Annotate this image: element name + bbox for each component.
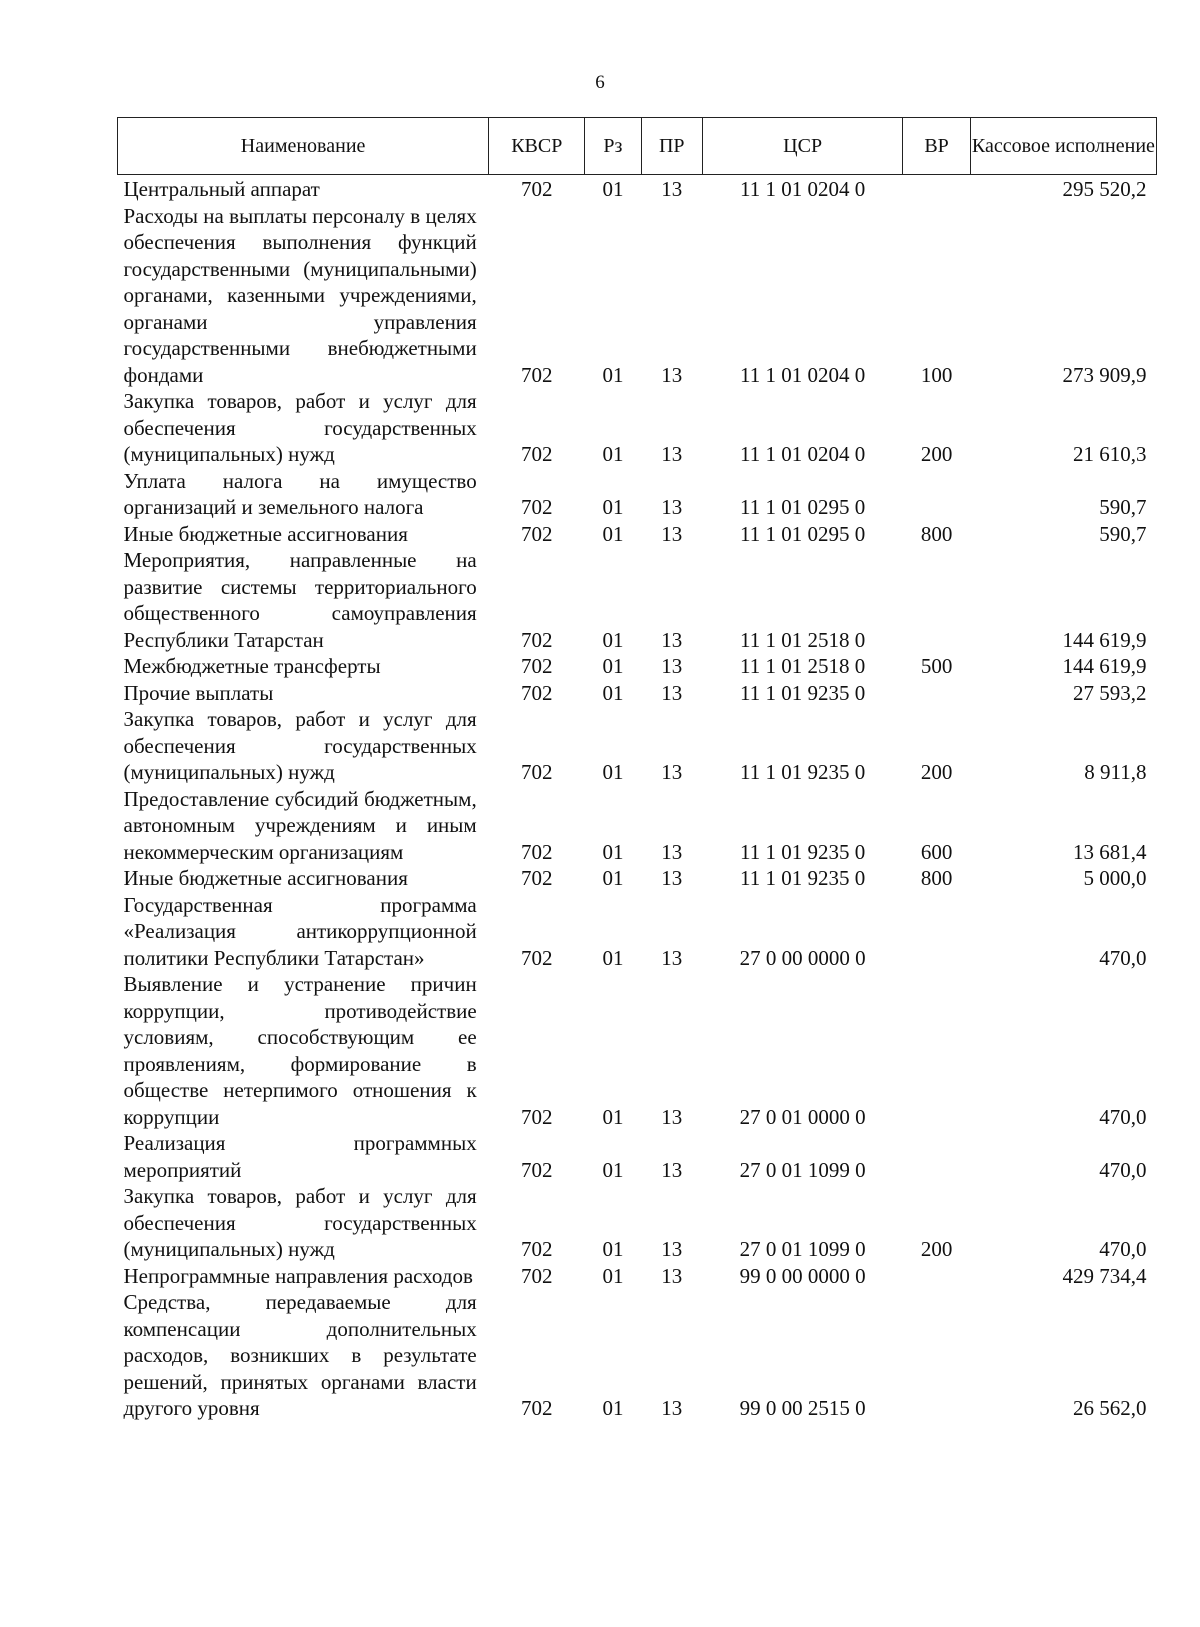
header-rz: Рз <box>585 118 641 175</box>
row-kvsr: 702 <box>521 839 553 864</box>
row-kvsr: 702 <box>521 177 553 201</box>
row-name: Центральный аппарат <box>123 177 320 201</box>
row-rz: 01 <box>602 866 624 890</box>
row-kvsr: 702 <box>521 627 553 652</box>
row-csr: 99 0 00 2515 0 <box>739 1396 866 1420</box>
table-row <box>118 892 1157 972</box>
row-vr: 200 <box>920 760 953 784</box>
header-kvsr: КВСР <box>489 118 585 175</box>
row-csr: 27 0 01 1099 0 <box>739 1157 866 1182</box>
row-rz: 01 <box>602 177 624 201</box>
table-body <box>118 175 1157 1422</box>
table-row <box>118 521 1157 548</box>
row-pr: 13 <box>661 627 683 652</box>
row-csr: 11 1 01 0295 0 <box>740 521 866 546</box>
table-row <box>118 653 1157 680</box>
row-pr: 13 <box>661 495 683 519</box>
row-amount: 144 619,9 <box>1062 627 1147 652</box>
row-vr <box>903 547 970 653</box>
header-pr: ПР <box>641 118 702 175</box>
row-vr: 800 <box>920 521 953 546</box>
table-row <box>118 468 1157 521</box>
page-number: 6 <box>595 72 605 93</box>
row-name: Иные бюджетные ассигнования <box>123 521 408 546</box>
row-rz: 01 <box>602 1263 624 1288</box>
row-kvsr: 702 <box>521 1263 553 1288</box>
header-vr: ВР <box>903 118 970 175</box>
row-rz: 01 <box>602 442 624 466</box>
row-pr: 13 <box>661 1104 683 1129</box>
row-amount: 590,7 <box>1099 495 1147 519</box>
header-csr: ЦСР <box>702 118 902 175</box>
row-amount: 470,0 <box>1099 1157 1147 1182</box>
row-rz: 01 <box>602 627 624 652</box>
row-pr: 13 <box>661 177 683 201</box>
row-csr: 11 1 01 0295 0 <box>740 495 866 519</box>
row-amount: 273 909,9 <box>1062 362 1147 387</box>
row-amount: 295 520,2 <box>1062 177 1147 201</box>
row-pr: 13 <box>661 1263 683 1288</box>
row-vr: 200 <box>920 1237 953 1261</box>
row-csr: 11 1 01 9235 0 <box>740 680 866 705</box>
row-amount: 8 911,8 <box>1084 760 1147 784</box>
row-kvsr: 702 <box>521 442 553 466</box>
row-vr <box>903 468 970 521</box>
row-name: Средства, передаваемые для компенсации дополнительных расходов, возникших в результате решений, принятых органами власти другого уровня <box>123 1290 477 1420</box>
row-amount: 470,0 <box>1099 945 1147 970</box>
table-header-row <box>118 118 1157 175</box>
row-kvsr: 702 <box>521 362 553 387</box>
row-pr: 13 <box>661 680 683 705</box>
row-csr: 11 1 01 0204 0 <box>740 177 866 201</box>
row-kvsr: 702 <box>521 866 553 890</box>
row-amount: 144 619,9 <box>1062 654 1147 678</box>
row-csr: 11 1 01 9235 0 <box>740 839 866 864</box>
table-row <box>118 971 1157 1130</box>
row-name: Государственная программа «Реализация антикоррупционной политики Республики Татарстан» <box>123 892 477 970</box>
row-amount: 470,0 <box>1099 1104 1147 1129</box>
header-amount: Кассовое исполнение <box>970 118 1156 175</box>
row-csr: 11 1 01 9235 0 <box>740 866 866 890</box>
row-csr: 11 1 01 2518 0 <box>740 654 866 678</box>
row-amount: 5 000,0 <box>1083 866 1147 890</box>
table-row <box>118 1130 1157 1183</box>
row-kvsr: 702 <box>521 680 553 705</box>
row-vr <box>903 680 970 707</box>
table-row <box>118 786 1157 866</box>
row-pr: 13 <box>661 839 683 864</box>
row-pr: 13 <box>661 1237 683 1261</box>
row-rz: 01 <box>602 1237 624 1261</box>
budget-table <box>117 117 1157 1422</box>
row-kvsr: 702 <box>521 495 553 519</box>
row-amount: 27 593,2 <box>1073 680 1147 705</box>
table-row <box>118 1289 1157 1422</box>
row-pr: 13 <box>661 1396 683 1420</box>
row-pr: 13 <box>661 521 683 546</box>
row-vr <box>903 1263 970 1290</box>
row-rz: 01 <box>602 1104 624 1129</box>
row-rz: 01 <box>602 495 624 519</box>
table-row <box>118 1183 1157 1263</box>
row-csr: 27 0 01 1099 0 <box>739 1237 866 1261</box>
row-kvsr: 702 <box>521 1237 553 1261</box>
budget-table-container <box>117 117 1157 1422</box>
row-kvsr: 702 <box>521 521 553 546</box>
row-csr: 11 1 01 0204 0 <box>740 362 866 387</box>
row-rz: 01 <box>602 945 624 970</box>
row-name: Уплата налога на имущество организаций и земельного налога <box>123 468 477 519</box>
row-name: Иные бюджетные ассигнования <box>123 866 408 890</box>
row-vr <box>903 175 970 203</box>
row-amount: 13 681,4 <box>1073 839 1147 864</box>
table-row <box>118 388 1157 468</box>
row-name: Закупка товаров, работ и услуг для обеспечения государственных (муниципальных) нужд <box>123 389 477 466</box>
table-row <box>118 680 1157 707</box>
row-amount: 590,7 <box>1099 521 1147 546</box>
row-csr: 11 1 01 0204 0 <box>740 442 866 466</box>
row-rz: 01 <box>602 839 624 864</box>
row-csr: 27 0 01 0000 0 <box>739 1104 866 1129</box>
row-amount: 21 610,3 <box>1073 442 1147 466</box>
row-name: Закупка товаров, работ и услуг для обеспечения государственных (муниципальных) нужд <box>123 1184 477 1261</box>
row-vr: 600 <box>920 839 953 864</box>
row-kvsr: 702 <box>521 1396 553 1420</box>
row-kvsr: 702 <box>521 1104 553 1129</box>
row-amount: 26 562,0 <box>1073 1396 1147 1420</box>
row-rz: 01 <box>602 521 624 546</box>
row-pr: 13 <box>661 362 683 387</box>
row-name: Предоставление субсидий бюджетным, автономным учреждениям и иным некоммерческим организациям <box>123 786 477 864</box>
row-kvsr: 702 <box>521 1157 553 1182</box>
row-rz: 01 <box>602 680 624 705</box>
row-csr: 11 1 01 9235 0 <box>740 760 866 784</box>
row-rz: 01 <box>602 654 624 678</box>
row-vr <box>903 1289 970 1422</box>
row-vr: 100 <box>920 362 953 387</box>
row-vr <box>903 892 970 972</box>
table-row <box>118 706 1157 786</box>
row-kvsr: 702 <box>521 760 553 784</box>
row-vr <box>903 971 970 1130</box>
row-name: Непрограммные направления расходов <box>123 1263 473 1288</box>
table-row <box>118 1263 1157 1290</box>
row-name: Межбюджетные трансферты <box>123 654 381 678</box>
row-vr: 500 <box>920 654 953 678</box>
row-csr: 27 0 00 0000 0 <box>739 945 866 970</box>
row-name: Расходы на выплаты персоналу в целях обеспечения выполнения функций государственными (муниципальными) органами, казенными учреждениями, органами управления государственными внебюджетными фондами <box>123 203 477 387</box>
row-rz: 01 <box>602 760 624 784</box>
row-rz: 01 <box>602 362 624 387</box>
row-pr: 13 <box>661 760 683 784</box>
row-name: Выявление и устранение причин коррупции, противодействие условиям, способствующим ее проявлениям, формирование в обществе нетерпимого отношения к коррупции <box>123 972 477 1129</box>
row-rz: 01 <box>602 1396 624 1420</box>
row-csr: 11 1 01 2518 0 <box>740 627 866 652</box>
row-rz: 01 <box>602 1157 624 1182</box>
row-pr: 13 <box>661 442 683 466</box>
row-name: Реализация программных мероприятий <box>123 1131 477 1182</box>
row-pr: 13 <box>661 945 683 970</box>
table-row <box>118 547 1157 653</box>
row-vr: 800 <box>920 866 953 890</box>
row-kvsr: 702 <box>521 945 553 970</box>
row-name: Прочие выплаты <box>123 680 274 705</box>
table-row <box>118 203 1157 389</box>
row-pr: 13 <box>661 654 683 678</box>
table-row <box>118 865 1157 892</box>
row-pr: 13 <box>661 866 683 890</box>
row-amount: 429 734,4 <box>1062 1263 1147 1288</box>
table-row <box>118 175 1157 203</box>
row-name: Мероприятия, направленные на развитие системы территориального общественного самоуправления Республики Татарстан <box>123 548 477 652</box>
row-kvsr: 702 <box>521 654 553 678</box>
row-vr: 200 <box>920 442 953 466</box>
row-vr <box>903 1130 970 1183</box>
row-amount: 470,0 <box>1099 1237 1147 1261</box>
row-csr: 99 0 00 0000 0 <box>739 1263 866 1288</box>
row-name: Закупка товаров, работ и услуг для обеспечения государственных (муниципальных) нужд <box>123 707 477 784</box>
row-pr: 13 <box>661 1157 683 1182</box>
header-name: Наименование <box>118 118 489 175</box>
